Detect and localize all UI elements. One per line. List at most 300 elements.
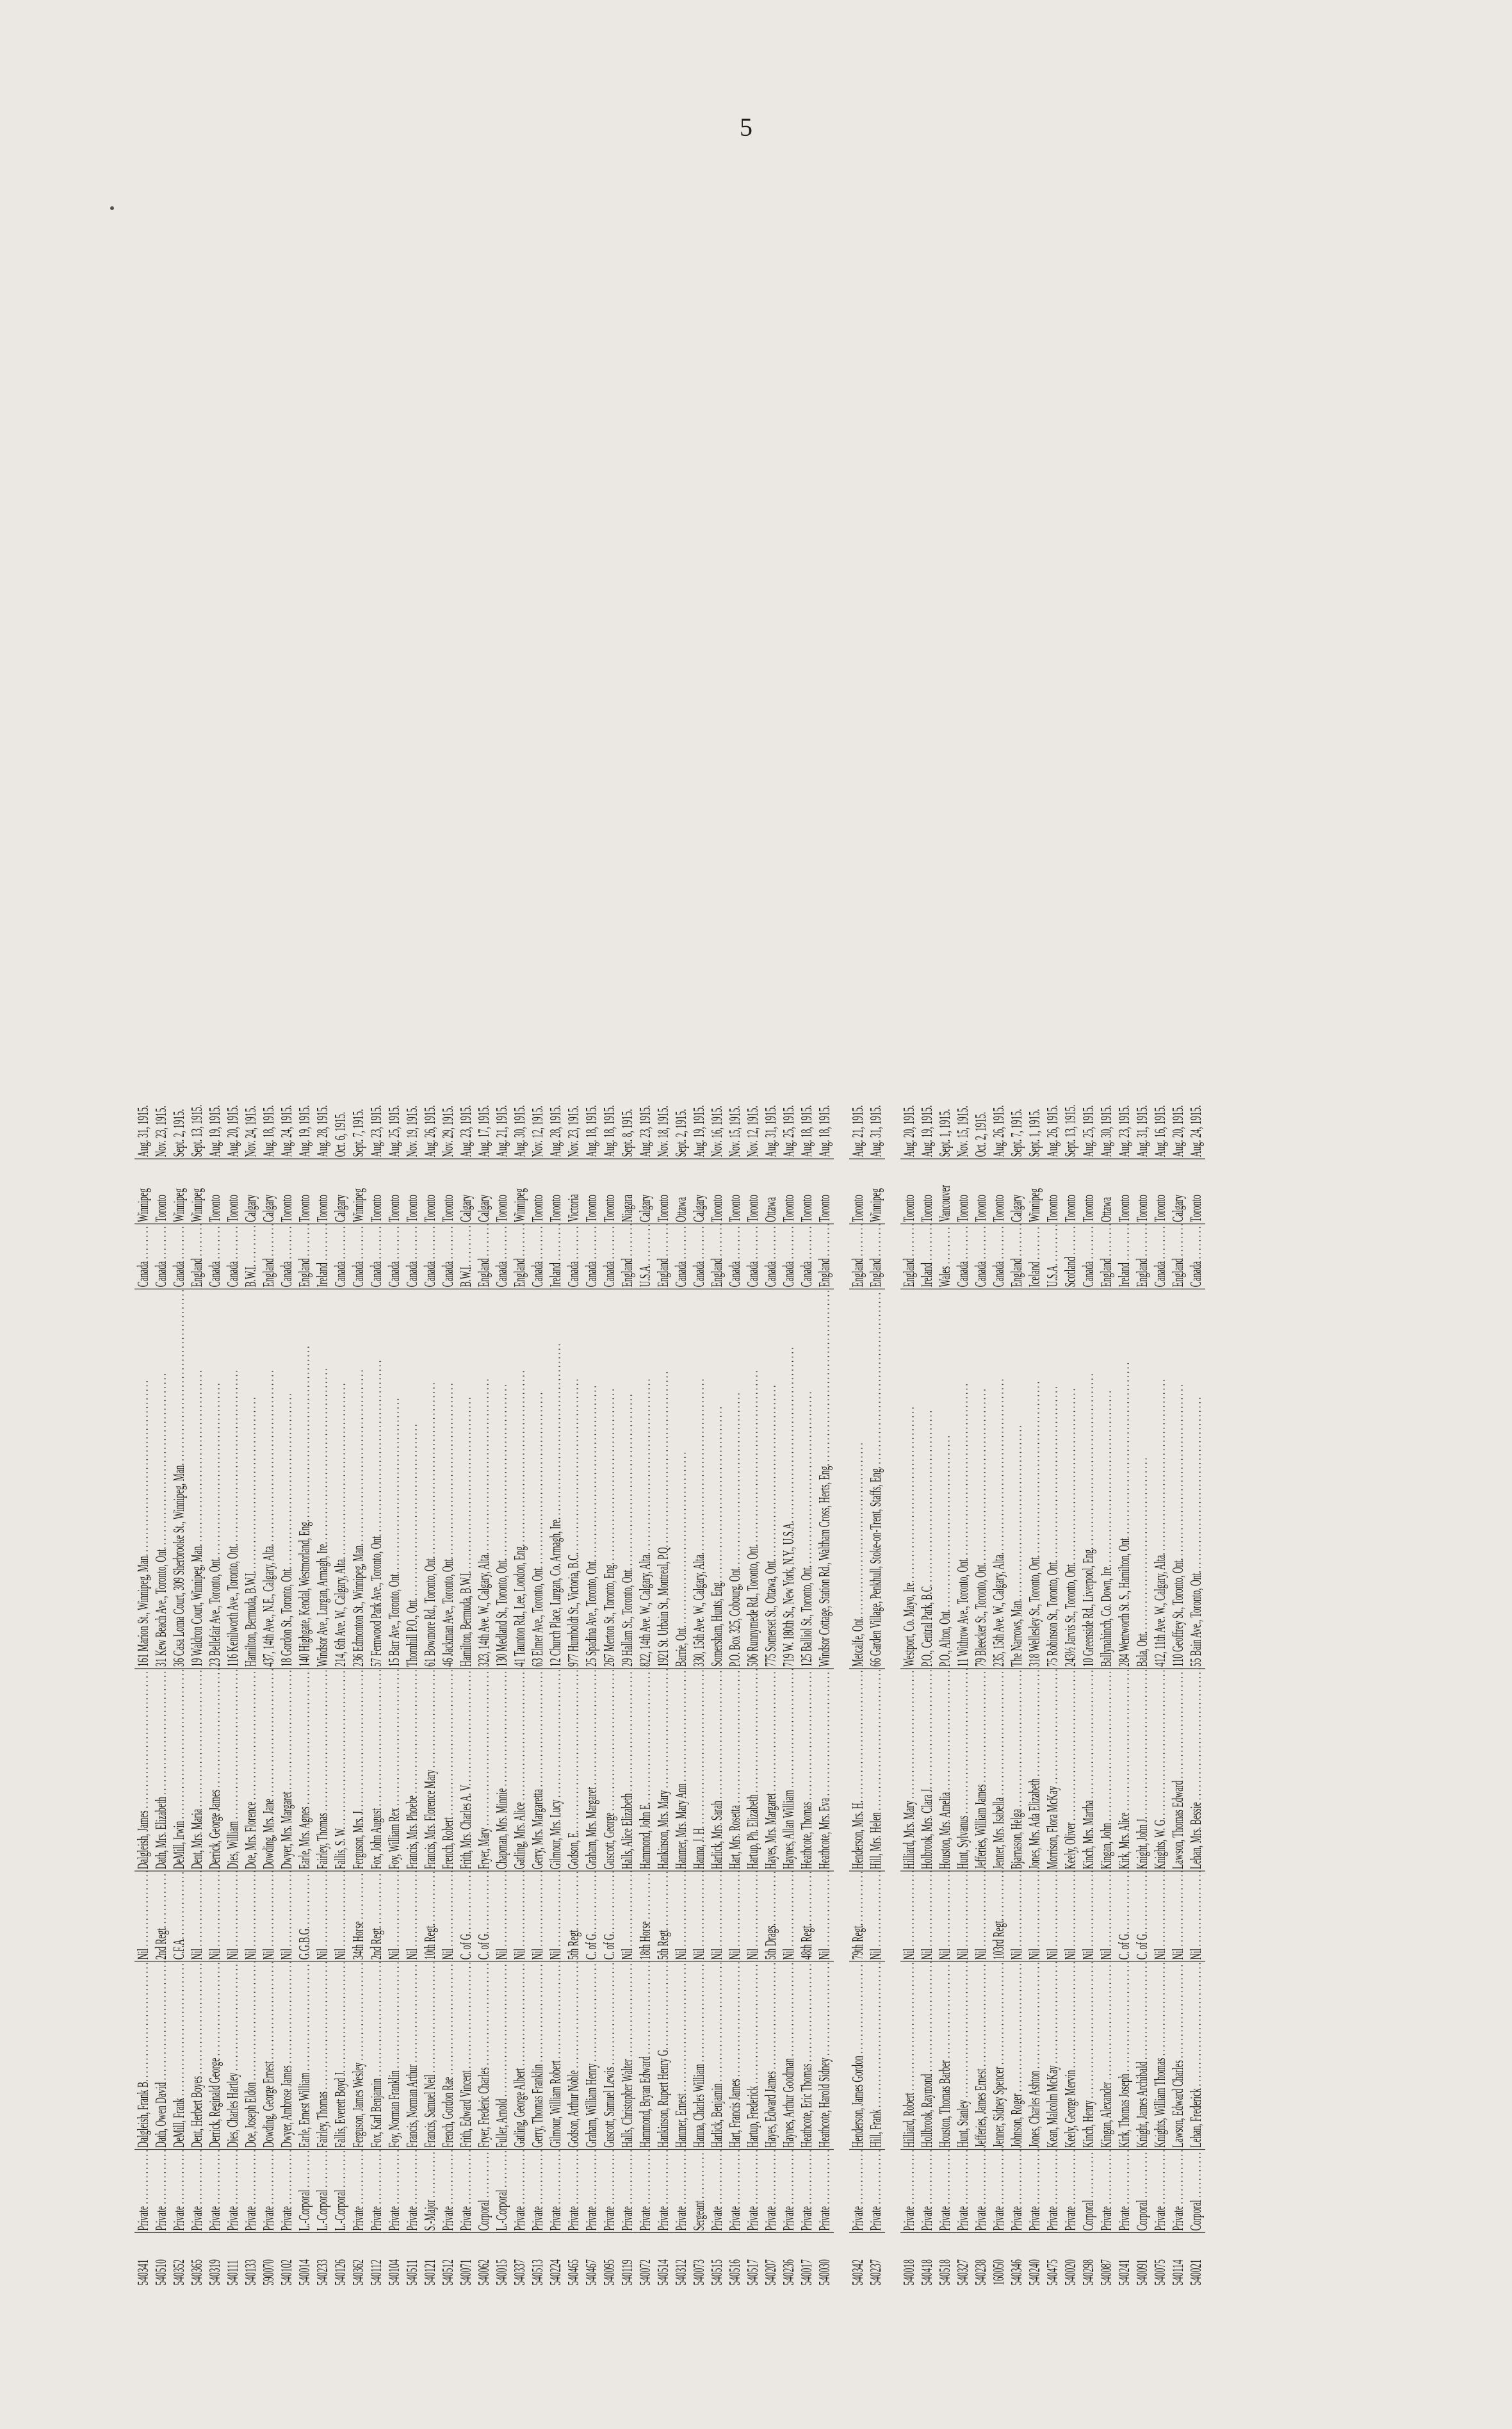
place-of-enlistment: Winnipeg [188,1159,206,1224]
table-row [278,1099,296,2287]
soldier-name: Houston, Thomas Barber . . . [936,1961,954,2149]
next-of-kin: Dalgleish, James . . . [134,1669,152,1871]
country-of-birth: Canada . . . [224,1224,242,1289]
rank: L.-Corporal . . . [296,2150,314,2233]
rank: Corporal . . . [1080,2150,1098,2233]
enlistment-date: Aug. 31, 1915. [868,1105,884,1157]
table-row [188,1099,206,2287]
regimental-number: 540114 [1169,2232,1187,2287]
table-row [672,1099,690,2287]
place-of-enlistment: Toronto [439,1159,457,1224]
soldier-name: Dalgleish, Frank B. . . . [134,1961,152,2149]
next-of-kin: Kirk, Mrs. Alice . . . [1116,1669,1134,1871]
country-of-birth: Canada . . . [1151,1224,1169,1289]
table-row [654,1099,672,2287]
enlistment-date: Aug. 16, 1915. [1152,1105,1169,1157]
next-of-kin-address: 125 Balliol St., Toronto, Ont. . . . [798,1289,816,1669]
enlistment-date: Aug. 24, 1915. [1188,1105,1205,1157]
next-of-kin-address: 236 Edmonton St., Winnipeg, Man. . . . [350,1289,368,1669]
former-corps: C.F.A. . . . [170,1871,188,1961]
former-corps: Nil . . . [134,1871,152,1961]
regimental-number: 590070 [260,2232,278,2287]
enlistment-date: Nov. 15, 1915. [727,1106,744,1157]
enlistment-date: Aug. 18, 1915. [601,1105,618,1157]
table-row [547,1099,565,2287]
place-of-enlistment: Toronto [849,1159,867,1224]
enlistment-date: Aug. 18, 1915. [261,1105,277,1157]
enlistment-date: Nov. 24, 1915. [243,1106,259,1157]
enlistment-date: Aug. 20, 1915. [901,1105,918,1157]
regimental-number: 540121 [421,2232,439,2287]
next-of-kin: Fox, John August . . . [368,1669,386,1871]
soldier-name: Guscott, Samuel Lewis . . . [601,1961,619,2149]
country-of-birth: U.S.A. . . . [1044,1224,1062,1289]
rank: Corporal . . . [1187,2150,1205,2233]
table-row [350,1099,368,2287]
soldier-name: Kean, Malcolm McKay . . . [1044,1961,1062,2149]
place-of-enlistment: Toronto [403,1159,421,1224]
next-of-kin: Harlick, Mrs. Sarah . . . [708,1669,726,1871]
former-corps: Nil . . . [403,1871,421,1961]
next-of-kin-address: 79 Bleecker St., Toronto, Ont. . . . [972,1289,990,1669]
next-of-kin: Derrick, George James . . . [206,1669,224,1871]
next-of-kin: Hammond, John E. . . . [637,1669,654,1871]
country-of-birth: Canada . . . [493,1224,511,1289]
rank: Private . . . [900,2150,918,2233]
next-of-kin: Jones, Mrs. Ada Elizabeth . . . [1026,1669,1044,1871]
next-of-kin-address: Windsor Cottage, Station Rd., Waltham Cross, Herts, Eng. . . . [816,1289,834,1669]
country-of-birth: Canada . . . [403,1224,421,1289]
place-of-enlistment: Winnipeg [867,1159,885,1224]
table-row [1151,1099,1169,2287]
table-row [726,1099,744,2287]
country-of-birth: Ireland . . . [314,1224,332,1289]
next-of-kin-address: 140 Highgate, Kendal, Westmorland, Eng. . . . [296,1289,314,1669]
country-of-birth: Canada . . . [672,1224,690,1289]
former-corps: C. of G. . . . [583,1871,601,1961]
regimental-number: 540233 [314,2232,332,2287]
next-of-kin-address: P.O., Alton, Ont. . . . [936,1289,954,1669]
enlistment-date: Nov. 29, 1915. [440,1106,457,1157]
table-row [1062,1099,1080,2287]
soldier-name: Godson, Arthur Noble . . . [565,1961,583,2149]
place-of-enlistment: Toronto [547,1159,565,1224]
former-corps: C. of G. . . . [1134,1871,1151,1961]
enlistment-date: Sept. 13, 1915. [1062,1104,1079,1157]
enlistment-date: Aug. 18, 1915. [583,1105,600,1157]
enlistment-date: Sept. 7, 1915. [350,1109,367,1157]
former-corps: Nil . . . [439,1871,457,1961]
next-of-kin-address: 25 Spadina Ave., Toronto, Ont. . . . [583,1289,601,1669]
rank: Private . . . [654,2150,672,2233]
regimental-number: 540104 [386,2232,403,2287]
rank: L.-Corporal . . . [493,2150,511,2233]
enlistment-date: Aug. 21, 1915. [850,1105,866,1157]
rank: Private . . . [619,2150,637,2233]
table-row [849,1099,867,2287]
soldier-name: French, Gordon Rae . . . [439,1961,457,2149]
enlistment-date: Aug. 25, 1915. [1080,1105,1097,1157]
enlistment-date: Nov. 23, 1915. [153,1106,170,1157]
former-corps: Nil . . . [780,1871,798,1961]
country-of-birth: Canada . . . [583,1224,601,1289]
next-of-kin-address: Bala, Ont. . . . [1134,1289,1151,1669]
former-corps: C. of G. . . . [601,1871,619,1961]
place-of-enlistment: Toronto [206,1159,224,1224]
table-row [690,1099,708,2287]
rank: Private . . . [1062,2150,1080,2233]
soldier-name: Doe, Joseph Eldon . . . [242,1961,260,2149]
regimental-number: 540087 [1098,2232,1116,2287]
soldier-name: Gatling, George Albert . . . [511,1961,529,2149]
soldier-name: Gerry, Thomas Franklin . . . [529,1961,547,2149]
table-row [296,1099,314,2287]
soldier-name: Gilmour, William Robert . . . [547,1961,565,2149]
country-of-birth: Canada . . . [170,1224,188,1289]
country-of-birth: Canada . . . [421,1224,439,1289]
table-row [867,1099,885,2287]
enlistment-date: Aug. 19, 1915. [691,1105,708,1157]
enlistment-date: Aug. 31, 1915. [763,1105,779,1157]
soldier-name: Graham, William Henry . . . [583,1961,601,2149]
rank: Private . . . [762,2150,780,2233]
regimental-number: 540133 [242,2232,260,2287]
next-of-kin-address: 161 Marion St., Winnipeg, Man. . . . [134,1289,152,1669]
place-of-enlistment: Calgary [260,1159,278,1224]
next-of-kin: Godson, E. . . . [565,1669,583,1871]
rank: Private . . . [601,2150,619,2233]
enlistment-date: Aug. 25, 1915. [386,1105,403,1157]
regimental-number: 540341 [134,2232,152,2287]
regimental-number: 540236 [780,2232,798,2287]
regimental-number: 540362 [350,2232,368,2287]
country-of-birth: England . . . [475,1224,493,1289]
former-corps: 48th Regt. . . . [798,1871,816,1961]
regimental-number: 540365 [188,2232,206,2287]
rank: Private . . . [816,2150,834,2233]
former-corps: C. of G. . . . [457,1871,475,1961]
table-row [972,1099,990,2287]
enlistment-date: Aug. 31, 1915. [1134,1105,1151,1157]
next-of-kin: Earle, Mrs. Agnes . . . [296,1669,314,1871]
rank: Private . . . [457,2150,475,2233]
country-of-birth: Canada . . . [1187,1224,1205,1289]
former-corps: Nil . . . [529,1871,547,1961]
enlistment-date: Nov. 12, 1915. [745,1106,761,1157]
rank: Private . . . [780,2150,798,2233]
enlistment-date: Aug. 24, 1915. [279,1105,295,1157]
enlistment-date: Sept. 2, 1915. [673,1109,690,1157]
next-of-kin-address: Windsor Ave., Lurgan, Armagh, Ire. . . . [314,1289,332,1669]
regimental-number: 540515 [708,2232,726,2287]
regimental-number: 540352 [170,2232,188,2287]
country-of-birth: Canada . . . [762,1224,780,1289]
rank: Private . . . [1116,2150,1134,2233]
country-of-birth: England . . . [511,1224,529,1289]
soldier-name: Fox, Karl Benjamin . . . [368,1961,386,2149]
rank: Corporal . . . [1134,2150,1151,2233]
regimental-number: 540062 [475,2232,493,2287]
enlistment-date: Aug. 21, 1915. [494,1105,510,1157]
enlistment-date: Sept. 8, 1915. [619,1109,636,1157]
place-of-enlistment: Toronto [798,1159,816,1224]
regimental-number: 540475 [1044,2232,1062,2287]
former-corps: Nil . . . [332,1871,350,1961]
former-corps: C. of G. . . . [475,1871,493,1961]
enlistment-date: Aug. 23, 1915. [458,1105,475,1157]
soldier-name: Johnson, Roger . . . [1008,1961,1026,2149]
soldier-name: Hart, Francis James . . . [726,1961,744,2149]
enlistment-date: Aug. 26, 1915. [422,1105,439,1157]
next-of-kin-address: 110 Geoffrey St., Toronto, Ont. . . . [1169,1289,1187,1669]
soldier-name: Hill, Frank . . . [867,1961,885,2149]
rank: Private . . . [583,2150,601,2233]
enlistment-date: Aug. 28, 1915. [314,1105,331,1157]
place-of-enlistment: Winnipeg [350,1159,368,1224]
next-of-kin-address: 12 Church Place, Lurgan, Co. Armagh, Ire. . . . [547,1289,565,1669]
soldier-name: Foy, Norman Franklin . . . [386,1961,403,2149]
regimental-number: 540018 [900,2232,918,2287]
former-corps: Nil . . . [242,1871,260,1961]
regimental-number: 540342 [849,2232,867,2287]
regimental-number: 540465 [565,2232,583,2287]
country-of-birth: Canada . . . [332,1224,350,1289]
section-gap-cell [885,1099,900,2287]
rank: Private . . . [1169,2150,1187,2233]
next-of-kin: Hart, Mrs. Rosetta . . . [726,1669,744,1871]
place-of-enlistment: Toronto [744,1159,762,1224]
next-of-kin-address: 437, 14th Ave., N.E., Calgary, Alta. . . . [260,1289,278,1669]
next-of-kin: Graham, Mrs. Margaret . . . [583,1669,601,1871]
former-corps: 5th Regt. . . . [565,1871,583,1961]
former-corps: Nil . . . [954,1871,972,1961]
soldier-name: Hollbrook, Raymond . . . [918,1961,936,2149]
country-of-birth: Canada . . . [152,1224,170,1289]
next-of-kin-address: 719 W. 180th St., New York, N.Y., U.S.A. . . . [780,1289,798,1669]
table-row [583,1099,601,2287]
rank: Private . . . [170,2150,188,2233]
rank: Private . . . [954,2150,972,2233]
enlistment-date: Sept. 13, 1915. [189,1104,206,1157]
soldier-name: Hayes, Edward James . . . [762,1961,780,2149]
next-of-kin-address: 36 Casa Loma Court, 309 Sherbrooke St., Winnipeg, Man. . . . [170,1289,188,1669]
next-of-kin: Doe, Mrs. Florence . . . [242,1669,260,1871]
place-of-enlistment: Winnipeg [1026,1159,1044,1224]
place-of-enlistment: Ottawa [762,1159,780,1224]
enlistment-date: Sept. 2, 1915. [171,1109,188,1157]
regimental-number: 540102 [278,2232,296,2287]
rank: S.-Major . . . [421,2150,439,2233]
next-of-kin-address: 19 Waldron Court, Winnipeg, Man. . . . [188,1289,206,1669]
place-of-enlistment: Calgary [690,1159,708,1224]
country-of-birth: Scotland . . . [1062,1224,1080,1289]
soldier-name: Knights, William Thomas . . . [1151,1961,1169,2149]
next-of-kin: Francis, Mrs. Phoebe . . . [403,1669,421,1871]
enlistment-date: Aug. 19, 1915. [207,1105,224,1157]
regimental-number: 540512 [439,2232,457,2287]
table-row [368,1099,386,2287]
soldier-name: Knight, James Archibald . . . [1134,1961,1151,2149]
regimental-number: 540091 [1134,2232,1151,2287]
table-row [1026,1099,1044,2287]
table-row [386,1099,403,2287]
next-of-kin: Hilliard, Mrs. Mary . . . [900,1669,918,1871]
country-of-birth: B.W.I. . . . [242,1224,260,1289]
table-row [1187,1099,1205,2287]
soldier-name: Fryer, Frederic Charles . . . [475,1961,493,2149]
country-of-birth: Canada . . . [206,1224,224,1289]
place-of-enlistment: Toronto [421,1159,439,1224]
table-row [457,1099,475,2287]
place-of-enlistment: Calgary [457,1159,475,1224]
former-corps: 5th Drags. . . . [762,1871,780,1961]
next-of-kin-address: 55 Bain Ave., Toronto, Ont. . . . [1187,1289,1205,1669]
country-of-birth: Iceland . . . [1026,1224,1044,1289]
place-of-enlistment: Niagara [619,1159,637,1224]
country-of-birth: Wales . . . [936,1224,954,1289]
regimental-number: 540312 [672,2232,690,2287]
country-of-birth: Ireland . . . [547,1224,565,1289]
next-of-kin-address: Somersham, Hunts, Eng. . . . [708,1289,726,1669]
rank: Private . . . [565,2150,583,2233]
country-of-birth: Canada . . . [690,1224,708,1289]
enlistment-date: Aug. 20, 1915. [225,1105,241,1157]
next-of-kin: Gilmour, Mrs. Lucy . . . [547,1669,565,1871]
rank: Private . . . [134,2150,152,2233]
next-of-kin-address: 323, 14th Ave. W., Calgary, Alta. . . . [475,1289,493,1669]
next-of-kin: Keely, Oliver . . . [1062,1669,1080,1871]
next-of-kin: Dent, Mrs. Maria . . . [188,1669,206,1871]
next-of-kin: Fairley, Thomas . . . [314,1669,332,1871]
country-of-birth: Canada . . . [565,1224,583,1289]
table-row [900,1099,918,2287]
table-row [403,1099,421,2287]
enlistment-date: Aug. 25, 1915. [781,1105,797,1157]
former-corps: 10th Regt. . . . [421,1871,439,1961]
former-corps: Nil . . . [1080,1871,1098,1961]
next-of-kin: Fallis, S. W. . . . [332,1669,350,1871]
place-of-enlistment: Toronto [918,1159,936,1224]
former-corps: Nil . . . [672,1871,690,1961]
next-of-kin: Hankinson, Mrs. Mary . . . [654,1669,672,1871]
paper-speck [110,206,114,210]
soldier-name: Dowding, George Ernest . . . [260,1961,278,2149]
regimental-number: 540112 [368,2232,386,2287]
country-of-birth: England . . . [654,1224,672,1289]
section-gap [834,1099,849,2287]
table-row [493,1099,511,2287]
next-of-kin-address: 318 Wellesley St., Toronto, Ont. . . . [1026,1289,1044,1669]
soldier-name: Hammond, Bryan Edward . . . [637,1961,654,2149]
section-gap-cell [834,1099,849,2287]
next-of-kin: Hanmer, Mrs. Mary Ann . . . [672,1669,690,1871]
country-of-birth: U.S.A. . . . [637,1224,654,1289]
soldier-name: Harlick, Benjamin . . . [708,1961,726,2149]
regimental-number: 540237 [867,2232,885,2287]
next-of-kin: Holbrook, Mrs. Clara J. . . . [918,1669,936,1871]
next-of-kin-address: Hamilton, Bermuda, B.W.I. . . . [457,1289,475,1669]
next-of-kin-address: 31 Kew Beach Ave., Toronto, Ont. . . . [152,1289,170,1669]
soldier-name: Keely, George Mervin . . . [1062,1961,1080,2149]
rank: Private . . . [726,2150,744,2233]
rank: Private . . . [708,2150,726,2233]
rank: Private . . . [242,2150,260,2233]
place-of-enlistment: Vancouver [936,1159,954,1224]
regimental-number: 540017 [798,2232,816,2287]
table-row [170,1099,188,2287]
next-of-kin-address: 506 Runnymede Rd., Toronto, Ont. . . . [744,1289,762,1669]
former-corps: 5th Regt. . . . [654,1871,672,1961]
country-of-birth: England . . . [1134,1224,1151,1289]
soldier-name: Halls, Christopher Walter . . . [619,1961,637,2149]
soldier-name: Hanmer, Ernest . . . [672,1961,690,2149]
place-of-enlistment: Calgary [332,1159,350,1224]
former-corps: Nil . . . [224,1871,242,1961]
table-row [260,1099,278,2287]
soldier-name: Ferguson, James Wesley . . . [350,1961,368,2149]
rank: Private . . . [637,2150,654,2233]
next-of-kin: French, Robert . . . [439,1669,457,1871]
regimental-number: 540298 [1080,2232,1098,2287]
enlistment-date: Aug. 30, 1915. [512,1105,528,1157]
enlistment-date: Nov. 18, 1915. [655,1106,672,1157]
regimental-number: 540111 [224,2232,242,2287]
next-of-kin-address: 75 Robinson St., Toronto, Ont. . . . [1044,1289,1062,1669]
table-row [439,1099,457,2287]
country-of-birth: Canada . . . [529,1224,547,1289]
regimental-number: 540346 [1008,2232,1026,2287]
former-corps: Nil . . . [260,1871,278,1961]
place-of-enlistment: Toronto [1187,1159,1205,1224]
table-row [134,1099,152,2287]
enlistment-date: Aug. 18, 1915. [817,1105,833,1157]
place-of-enlistment: Ottawa [672,1159,690,1224]
next-of-kin: Jefferies, William James . . . [972,1669,990,1871]
country-of-birth: England . . . [816,1224,834,1289]
former-corps: Nil . . . [816,1871,834,1961]
next-of-kin: Guscott, George . . . [601,1669,619,1871]
rank: Private . . . [798,2150,816,2233]
former-corps: Nil . . . [314,1871,332,1961]
country-of-birth: Canada . . . [1080,1224,1098,1289]
regimental-number: 540238 [972,2232,990,2287]
next-of-kin: Hayes, Mrs. Margaret . . . [762,1669,780,1871]
place-of-enlistment: Toronto [152,1159,170,1224]
country-of-birth: England . . . [1008,1224,1026,1289]
next-of-kin: Lawson, Thomas Edward . . . [1169,1669,1187,1871]
place-of-enlistment: Calgary [1169,1159,1187,1224]
rank: Private . . . [849,2150,867,2233]
regimental-number: 540517 [744,2232,762,2287]
next-of-kin: Dies, William . . . [224,1669,242,1871]
country-of-birth: Canada . . . [954,1224,972,1289]
next-of-kin: Dath, Mrs. Elizabeth . . . [152,1669,170,1871]
regimental-number: 540467 [583,2232,601,2287]
regimental-number: 540030 [816,2232,834,2287]
regimental-number: 540510 [152,2232,170,2287]
enlistment-date: Oct. 6, 1915. [332,1111,349,1157]
soldier-name: Lehan, Frederick . . . [1187,1961,1205,2149]
regimental-number: 540073 [690,2232,708,2287]
regimental-number: 540021 [1187,2232,1205,2287]
table-row [242,1099,260,2287]
nominal-roll-table [134,1099,1205,2287]
enlistment-date: Aug. 26, 1915. [1045,1105,1061,1157]
next-of-kin-address: 10 Greenside Rd., Liverpool, Eng. . . . [1080,1289,1098,1669]
enlistment-date: Aug. 19, 1915. [919,1105,936,1157]
former-corps: Nil . . . [1008,1871,1026,1961]
rank: Private . . . [260,2150,278,2233]
